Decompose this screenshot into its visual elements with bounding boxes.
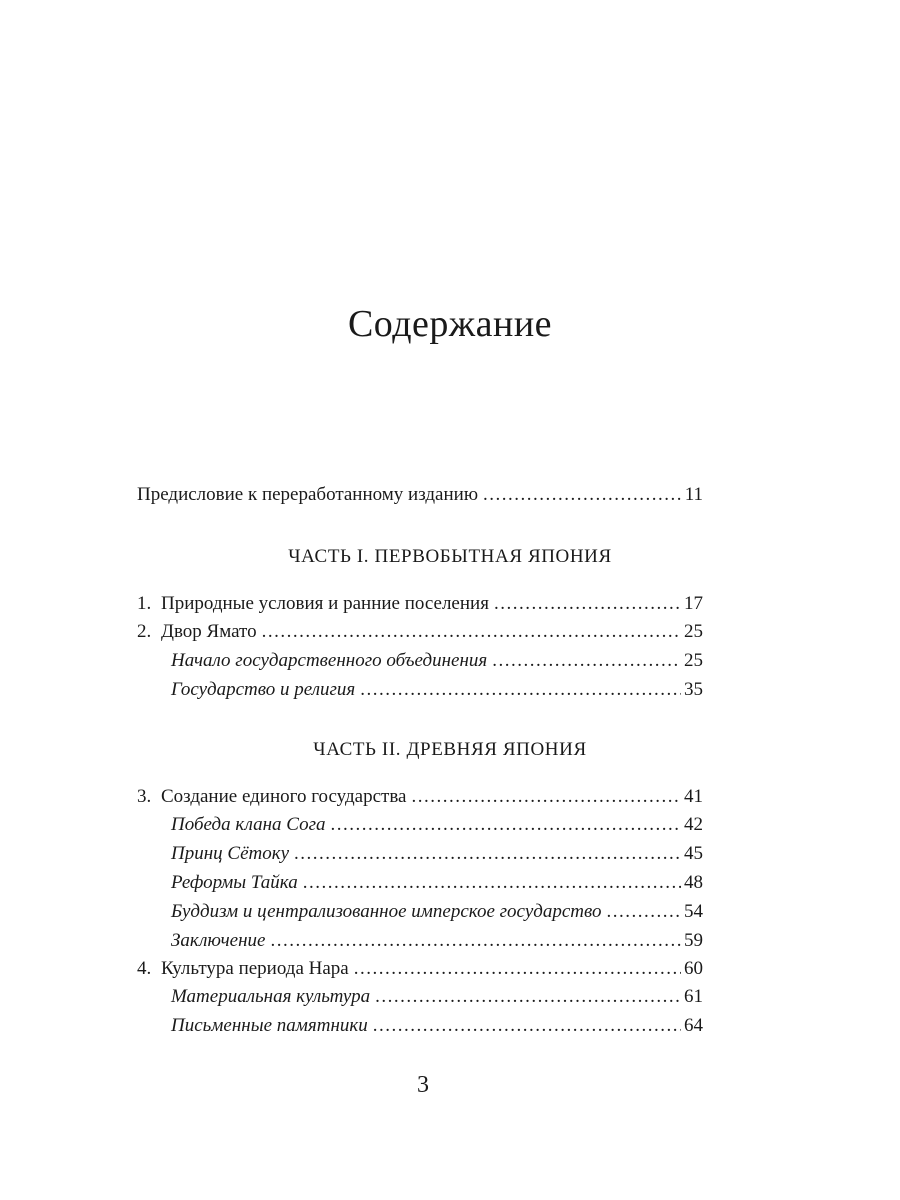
dot-leader: [375, 985, 681, 1009]
toc-chapter-number: 4.: [137, 958, 152, 979]
toc-page-number: 45: [684, 843, 703, 864]
toc-subentry-title: Заключение: [171, 930, 266, 951]
toc-entry-title: Природные условия и ранние поселения: [161, 593, 489, 614]
toc-subentry[interactable]: [171, 871, 703, 895]
toc-subentry[interactable]: [171, 842, 703, 866]
toc-entry-title: Создание единого государства: [161, 786, 407, 807]
toc-entry-chapter-2[interactable]: [137, 620, 703, 644]
toc-subentry-title: Победа клана Сога: [171, 814, 326, 835]
toc-subentry[interactable]: [171, 813, 703, 837]
part-heading-2: ЧАСТЬ II. ДРЕВНЯЯ ЯПОНИЯ: [313, 739, 587, 760]
toc-subentry[interactable]: [171, 649, 703, 673]
toc-entry-title: Предисловие к переработанному изданию: [137, 484, 479, 505]
toc-page-number: 42: [684, 814, 703, 835]
dot-leader: [607, 900, 682, 924]
toc-chapter-number: 3.: [137, 786, 152, 807]
toc-chapter-number: 1.: [137, 593, 152, 614]
toc-page-number: 11: [684, 484, 703, 505]
dot-leader: [411, 785, 681, 809]
dot-leader: [360, 678, 681, 702]
page-title: Содержание: [347, 303, 553, 345]
toc-page-number: 61: [684, 986, 703, 1007]
toc-page-number: 25: [684, 650, 703, 671]
toc-page-number: 35: [684, 679, 703, 700]
toc-subentry-title: Принц Сётоку: [171, 843, 290, 864]
toc-subentry[interactable]: [171, 900, 703, 924]
toc-entry-title: Двор Ямато: [161, 621, 257, 642]
dot-leader: [331, 813, 681, 837]
toc-subentry-title: Реформы Тайка: [171, 872, 298, 893]
toc-subentry[interactable]: [171, 929, 703, 953]
toc-page-number: 59: [684, 930, 703, 951]
toc-subentry-title: Начало государственного объединения: [171, 650, 488, 671]
dot-leader: [492, 649, 681, 673]
dot-leader: [262, 620, 681, 644]
dot-leader: [354, 957, 681, 981]
toc-page-number: 17: [684, 593, 703, 614]
toc-page-number: 41: [684, 786, 703, 807]
toc-entry-chapter-1[interactable]: [137, 592, 703, 616]
toc-subentry-title: Материальная культура: [171, 986, 371, 1007]
toc-entry-chapter-4[interactable]: [137, 957, 703, 981]
toc-page-number: 54: [684, 901, 703, 922]
toc-subentry-title: Письменные памятники: [171, 1015, 368, 1036]
dot-leader: [483, 483, 682, 507]
dot-leader: [494, 592, 681, 616]
toc-subentry-title: Государство и религия: [171, 679, 356, 700]
toc-subentry[interactable]: [171, 678, 703, 702]
toc-subentry[interactable]: [171, 1014, 703, 1038]
dot-leader: [303, 871, 681, 895]
toc-entry-title: Культура периода Нара: [161, 958, 349, 979]
toc-subentry-title: Буддизм и централизованное имперское государство: [171, 901, 602, 922]
toc-page-number: 48: [684, 872, 703, 893]
toc-subentry[interactable]: [171, 985, 703, 1009]
toc-page-number: 60: [684, 958, 703, 979]
dot-leader: [294, 842, 681, 866]
page-number: 3: [417, 1072, 429, 1098]
toc-entry-chapter-3[interactable]: [137, 785, 703, 809]
toc-entry-preface[interactable]: [137, 483, 703, 507]
toc-page-number: 64: [684, 1015, 703, 1036]
part-heading-1: ЧАСТЬ I. ПЕРВОБЫТНАЯ ЯПОНИЯ: [288, 546, 612, 567]
dot-leader: [373, 1014, 681, 1038]
toc-chapter-number: 2.: [137, 621, 152, 642]
toc-page-number: 25: [684, 621, 703, 642]
dot-leader: [270, 929, 681, 953]
